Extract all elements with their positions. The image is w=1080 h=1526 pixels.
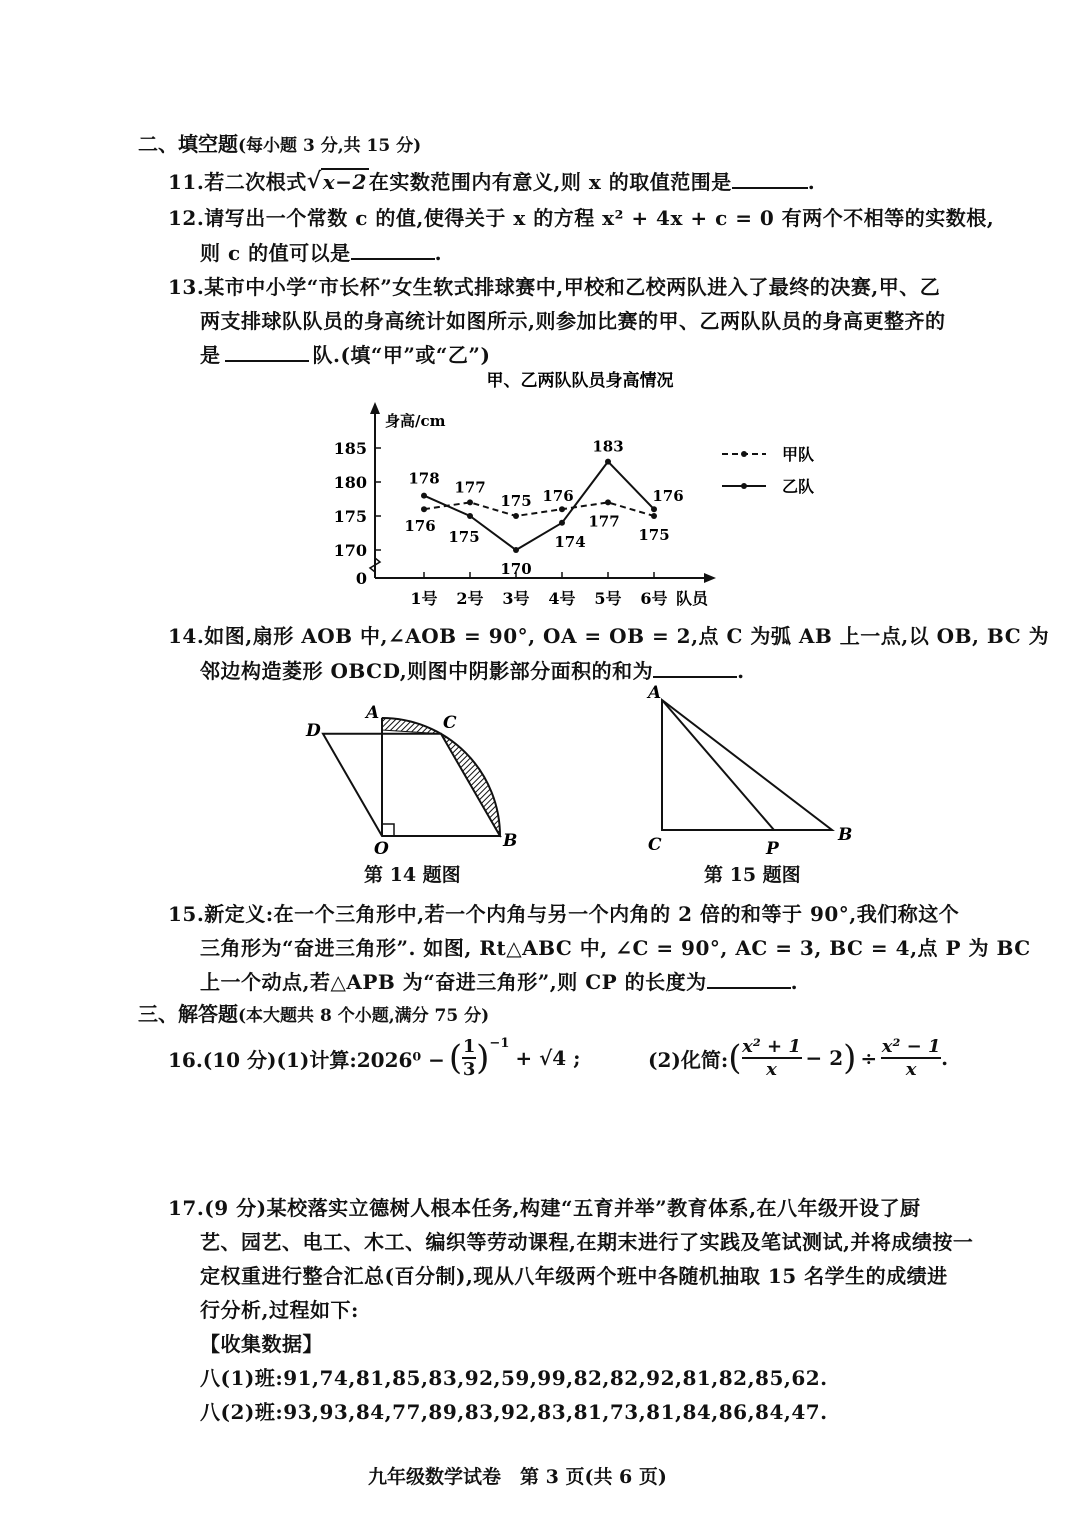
series-jia-data-label: 175 — [500, 492, 532, 510]
q17-collect-heading: 【收集数据】 — [200, 1332, 323, 1356]
series-jia-data-label: 177 — [454, 478, 486, 497]
q17-line4: 行分析,过程如下: — [200, 1298, 359, 1322]
q14-line1: 14.如图,扇形 AOB 中,∠AOB = 90°, OA = OB = 2,点 C 为弧 AB 上一点,以 OB, BC 为 — [168, 624, 1050, 648]
f1-den: x — [766, 1059, 777, 1080]
y-tick-label: 175 — [333, 507, 367, 526]
series-yi-point — [651, 506, 657, 512]
section2-title: 二、填空题 — [138, 132, 238, 156]
page-footer: 九年级数学试卷 第 3 页(共 6 页) — [368, 1466, 667, 1488]
q11-radical: √ x−2 — [306, 168, 367, 194]
paren-close-2: ) — [843, 1038, 857, 1078]
series-yi-data-label: 170 — [500, 560, 532, 578]
frac-num: 1 — [462, 1036, 476, 1057]
q15-text: 上一个动点,若△APB 为“奋进三角形”,则 CP 的长度为 — [200, 970, 707, 994]
q14-answer-blank[interactable] — [653, 658, 737, 678]
legend-jia-label: 甲队 — [782, 445, 815, 464]
q13-line1: 13.某市中小学“市长杯”女生软式排球赛中,甲校和乙校两队进入了最终的决赛,甲、乙 — [168, 275, 941, 299]
figure-14 — [300, 690, 540, 858]
series-jia-point — [467, 499, 473, 505]
series-jia-data-label: 177 — [588, 512, 620, 531]
fraction-one-third — [462, 1036, 476, 1080]
series-yi-data-label: 176 — [652, 487, 684, 506]
section3-title: 三、解答题 — [138, 1002, 238, 1026]
figure-15-caption: 第 15 题图 — [704, 864, 801, 886]
x-axis-arrow — [704, 573, 716, 583]
q16-rest: + √4 ; — [515, 1046, 581, 1070]
q17-class1-data: 八(1)班:91,74,81,85,83,92,59,99,82,82,92,81,82,85,62. — [200, 1366, 828, 1390]
q12-answer-blank[interactable] — [351, 240, 435, 260]
series-jia-point — [513, 513, 519, 519]
q17-class2-data: 八(2)班:93,93,84,77,89,83,92,83,81,73,81,84,86,84,47. — [200, 1400, 828, 1424]
q15-line2: 三角形为“奋进三角形”. 如图, Rt△ABC 中, ∠C = 90°, AC = 3, BC = 4,点 P 为 BC — [200, 936, 1031, 960]
q13-text-a: 是 — [200, 343, 221, 367]
q13-answer-blank[interactable] — [225, 342, 309, 362]
section3-note: (本大题共 8 个小题,满分 75 分) — [238, 1006, 490, 1026]
series-yi-point — [513, 547, 519, 553]
q16-end: . — [941, 1046, 949, 1070]
figure-15 — [640, 680, 860, 858]
paren-open-2: ( — [728, 1038, 742, 1078]
height-line-chart — [300, 370, 860, 618]
chart-title: 甲、乙两队队员身高情况 — [486, 371, 674, 391]
label-c: C — [443, 713, 457, 733]
y-axis-arrow — [370, 402, 380, 414]
q15-answer-blank[interactable] — [707, 969, 791, 989]
shaded-region-top — [382, 718, 441, 734]
f1-num: x² + 1 — [742, 1036, 801, 1057]
y-tick-label: 180 — [333, 473, 367, 492]
series-jia-point — [421, 506, 427, 512]
legend-yi-label: 乙队 — [782, 477, 815, 496]
label-c: C — [648, 835, 662, 855]
q11-text-b: 在实数范围内有意义,则 x 的取值范围是 — [368, 170, 732, 194]
series-yi-data-label: 183 — [592, 437, 624, 456]
series-yi-point — [559, 520, 565, 526]
q11-answer-blank[interactable] — [732, 169, 808, 189]
series-yi-point — [421, 493, 427, 499]
x-axis-label: 队员 — [676, 589, 709, 608]
q16-part2 — [648, 1032, 948, 1084]
series-jia-point — [559, 506, 565, 512]
q14-text: 邻边构造菱形 OBCD,则图中阴影部分面积的和为 — [200, 659, 654, 683]
q11-radicand: x−2 — [322, 170, 367, 194]
paren-open: ( — [448, 1038, 463, 1078]
triangle-abc — [662, 700, 832, 830]
paren-close: ) — [476, 1038, 490, 1078]
q12-line2 — [200, 237, 442, 266]
y-axis-label: 身高/cm — [385, 412, 446, 430]
q14-end: . — [737, 659, 745, 683]
q17-line2: 艺、园艺、电工、木工、编织等劳动课程,在期末进行了实践及笔试测试,并将成绩按一 — [200, 1230, 974, 1254]
figure-14-diagram — [300, 690, 540, 858]
q17-line1: 17.(9 分)某校落实立德树人根本任务,构建“五育并举”教育体系,在八年级开设了厨 — [168, 1196, 921, 1220]
height-chart — [300, 370, 860, 618]
label-a: A — [648, 683, 662, 703]
power-exponent: −1 — [489, 1036, 510, 1051]
q11-end: . — [807, 170, 816, 194]
section3-heading — [138, 998, 489, 1027]
q15-line3 — [200, 966, 798, 995]
f2-den: x — [905, 1059, 917, 1080]
y-tick-label: 185 — [333, 439, 367, 458]
series-jia-data-label: 175 — [638, 526, 670, 544]
q13-text-b: 队.(填“甲”或“乙”) — [312, 343, 491, 367]
frac-den: 3 — [462, 1059, 476, 1080]
label-b: B — [503, 831, 518, 851]
label-p: P — [766, 839, 779, 858]
label-b: B — [838, 825, 853, 845]
label-o: O — [374, 839, 389, 858]
series-yi-point — [605, 459, 611, 465]
fraction-x2plus1-over-x — [742, 1036, 802, 1080]
x-tick-label: 1号 — [410, 589, 438, 608]
fraction-x2minus1-over-x — [881, 1036, 941, 1080]
segment-ap — [662, 700, 774, 830]
q12-line1: 12.请写出一个常数 c 的值,使得关于 x 的方程 x² + 4x + c = 0 有两个不相等的实数根, — [168, 206, 995, 230]
series-jia-point — [605, 499, 611, 505]
q11-text-a: 11.若二次根式 — [168, 170, 307, 194]
series-yi-data-label: 175 — [448, 528, 480, 546]
figure-15-diagram — [640, 680, 860, 858]
label-a: A — [366, 703, 380, 723]
figure-14-caption: 第 14 题图 — [364, 864, 461, 886]
q16-part2-label: (2)化简: — [648, 1047, 729, 1072]
legend-jia-marker — [741, 451, 747, 457]
x-tick-label: 2号 — [456, 589, 484, 608]
series-jia-data-label: 176 — [542, 487, 574, 506]
q11 — [168, 166, 815, 195]
series-jia-point — [651, 513, 657, 519]
x-tick-label: 5号 — [594, 589, 622, 608]
y-tick-label-zero: 0 — [355, 569, 367, 588]
series-yi-data-label: 178 — [408, 469, 440, 488]
label-d: D — [306, 721, 321, 741]
f2-num: x² − 1 — [881, 1036, 941, 1057]
q13-line3 — [200, 339, 490, 368]
q13-line2: 两支排球队队员的身高统计如图所示,则参加比赛的甲、乙两队队员的身高更整齐的 — [200, 309, 946, 333]
series-jia-data-label: 176 — [404, 517, 436, 536]
q15-end: . — [790, 970, 799, 994]
x-tick-label: 4号 — [548, 589, 576, 608]
x-tick-label: 3号 — [502, 589, 530, 608]
right-angle-mark — [382, 824, 394, 836]
y-tick-label: 170 — [333, 541, 367, 560]
divide-sign: ÷ — [860, 1046, 878, 1070]
x-tick-label: 6号 — [640, 589, 668, 608]
section2-note: (每小题 3 分,共 15 分) — [238, 136, 422, 156]
minus-two: − 2 — [805, 1046, 844, 1070]
q15-line1: 15.新定义:在一个三角形中,若一个内角与另一个内角的 2 倍的和等于 90°,我们称这个 — [168, 902, 960, 926]
section2-heading — [138, 128, 421, 157]
q16 — [168, 1032, 581, 1084]
q16-prefix: 16.(10 分)(1)计算:2026⁰ − — [168, 1047, 445, 1072]
q12-end: . — [434, 241, 443, 265]
legend-yi-marker — [741, 483, 747, 489]
q17-line3: 定权重进行整合汇总(百分制),现从八年级两个班中各随机抽取 15 名学生的成绩进 — [200, 1264, 948, 1288]
series-yi-data-label: 174 — [554, 532, 586, 551]
series-yi-point — [467, 513, 473, 519]
q12-text: 则 c 的值可以是 — [200, 241, 351, 265]
